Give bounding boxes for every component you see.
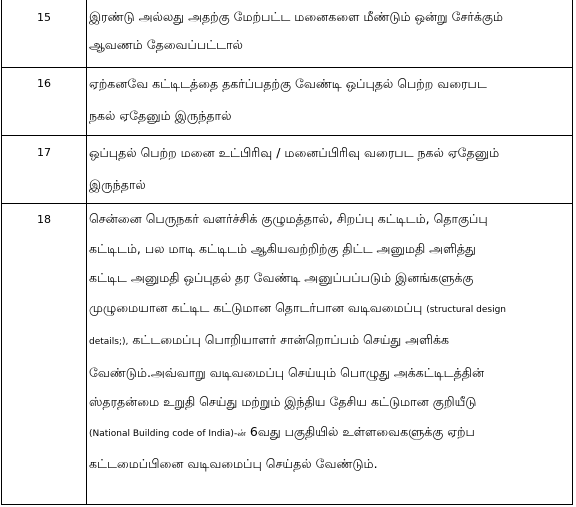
description-english-text: (National Building code of India)-ன் [89, 428, 246, 439]
table-row [2, 68, 573, 136]
description-line: ஏற்கனவே கட்டிடத்தை தகர்ப்பதற்கு வேண்டி ஒப்புதல் பெற்ற வரைபட [89, 76, 487, 91]
description-line: ஒப்புதல் பெற்ற மனை உட்பிரிவு / மனைப்பிரிவு வரைபட நகல் ஏதேனும் [89, 145, 500, 160]
serial-number-cell [2, 136, 87, 204]
description-line [89, 325, 572, 358]
description-cell [87, 68, 573, 136]
description-line: இருந்தால் [89, 177, 146, 192]
serial-number: 18 [37, 213, 51, 226]
serial-number: 17 [37, 146, 51, 159]
description-text: முழுமையான கட்டிட கட்டுமான தொடர்பான வடிவமைப்பு [89, 299, 423, 315]
description-line: ஸ்தரதன்மை உறுதி செய்து மற்றும் இந்திய தேசிய கட்டுமான குறியீடு [89, 394, 477, 409]
description-line [89, 417, 572, 450]
table-row [2, 204, 573, 505]
serial-number-cell [2, 68, 87, 136]
description-cell [87, 0, 573, 68]
description-line: கட்டிட அனுமதி ஒப்புதல் தர வேண்டி அனுப்பப்படும் இனங்களுக்கு [89, 270, 474, 285]
description-line: சென்னை பெருநகர் வளர்ச்சிக் குழுமத்தால், சிறப்பு கட்டிடம், தொகுப்பு [89, 211, 488, 226]
serial-number: 15 [37, 11, 51, 24]
description-cell [87, 204, 573, 505]
requirements-table [1, 0, 573, 505]
table-row [2, 0, 573, 68]
description-line: கட்டிடம், பல மாடி கட்டிடம் ஆகியவற்றிற்கு திட்ட அனுமதி அளித்து [89, 240, 476, 256]
description-line: இரண்டு அல்லது அதற்கு மேற்பட்ட மனைகளை மீண்டும் ஒன்று சேர்க்கும் [89, 9, 503, 24]
serial-number: 16 [37, 77, 51, 90]
description-line: வேண்டும்.அவ்வாறு வடிவமைப்பு செய்யும் பொழுது அக்கட்டிடத்தின் [89, 364, 485, 380]
description-line: நகல் ஏதேனும் இருந்தால் [89, 108, 232, 123]
description-line [89, 293, 572, 326]
description-text: கட்டமைப்பு பொறியாளர் சான்றொப்பம் செய்து அளிக்க [132, 332, 449, 347]
description-english-text: details;), [89, 337, 129, 347]
serial-number-cell [2, 0, 87, 68]
description-cell [87, 136, 573, 204]
description-english-text: (structural design [426, 304, 506, 315]
table-row [2, 136, 573, 204]
description-line: ஆவணம் தேவைப்பட்டால் [89, 37, 243, 52]
description-line: கட்டமைப்பினை வடிவமைப்பு செய்தல் வேண்டும். [89, 456, 378, 471]
serial-number-cell [2, 204, 87, 505]
description-text: 6வது பகுதியில் உள்ளவைகளுக்கு ஏற்ப [249, 423, 475, 439]
